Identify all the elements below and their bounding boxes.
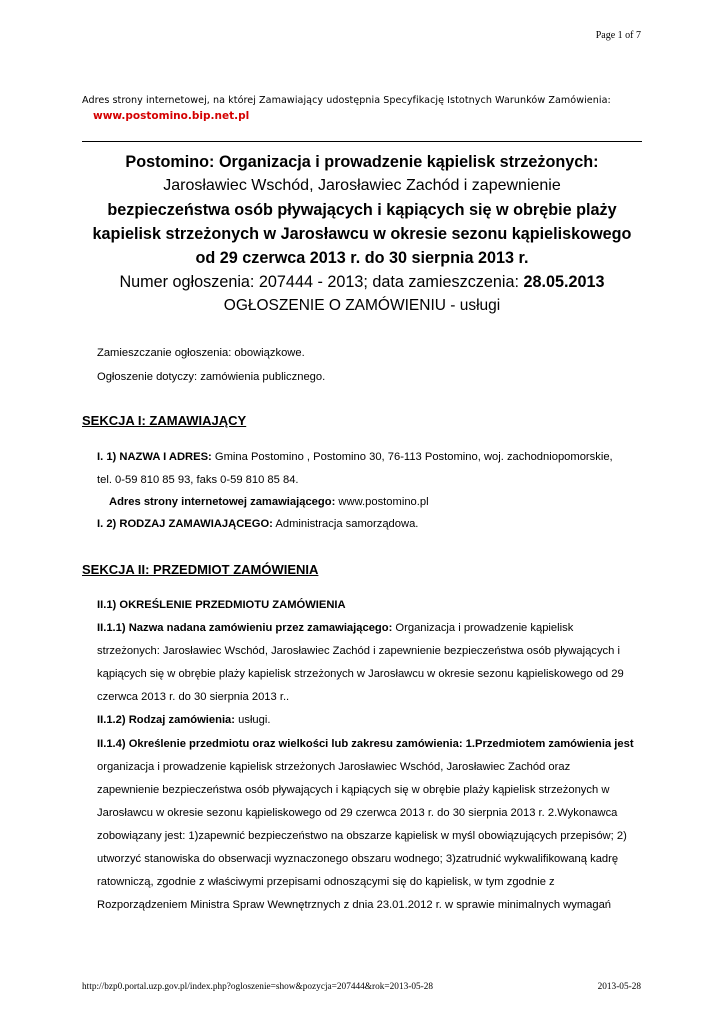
header-divider <box>82 141 642 142</box>
order-scope-label: II.1.4) Określenie przedmiotu oraz wielkości lub zakresu zamówienia: <box>97 738 463 750</box>
section-2-heading: SEKCJA II: PRZEDMIOT ZAMÓWIENIA <box>82 562 319 577</box>
intro-line-2: Ogłoszenie dotyczy: zamówienia publicznego. <box>97 371 326 383</box>
section-2-1-4-line: zobowiązany jest: 1)zapewnić bezpieczeństwo na obszarze kąpielisk w myśl obowiązujących przepisów; 2) <box>97 830 627 842</box>
website-value: www.postomino.pl <box>335 496 429 508</box>
section-2-1-1-line-1 <box>97 622 573 634</box>
footer-date: 2013-05-28 <box>597 982 641 992</box>
website-label: Adres strony internetowej zamawiającego: <box>109 496 336 508</box>
siwz-address-label: Adres strony internetowej, na której Zamawiający udostępnia Specyfikację Istotnych Warunków Zamówienia: <box>82 95 611 106</box>
section-2-1-2 <box>97 714 270 726</box>
section-2-1-4-line: ratowniczą, zgodnie z właściwymi przepisami odnoszącymi się do kąpielisk, w tym zgodnie z <box>97 876 555 888</box>
intro-line-1: Zamieszczanie ogłoszenia: obowiązkowe. <box>97 347 305 359</box>
title-line-6 <box>82 270 642 294</box>
title-line-1: Postomino: Organizacja i prowadzenie kąpielisk strzeżonych: <box>125 153 599 171</box>
order-name-value: Organizacja i prowadzenie kąpielisk <box>392 622 574 634</box>
section-2-1-1-line-2: strzeżonych: Jarosławiec Wschód, Jarosławiec Zachód i zapewnienie bezpieczeństwa osób pływających i <box>97 645 620 657</box>
footer-url: http://bzp0.portal.uzp.gov.pl/index.php?ogloszenie=show&pozycja=207444&rok=2013-05-28 <box>82 982 434 992</box>
section-2-1-1-line-3: kąpiących się w obrębie plaży kapielisk strzeżonych w Jarosławcu w okresie sezonu kąpieliskowego od 29 <box>97 668 624 680</box>
section-2-1-1-line-4: czerwca 2013 r. do 30 sierpnia 2013 r.. <box>97 691 290 703</box>
section-1-name-address <box>97 451 613 463</box>
section-2-1-4-line: Rozporządzeniem Ministra Spraw Wewnętrznych z dnia 23.01.2012 r. w sprawie minimalnych wymagań <box>97 899 612 911</box>
type-value: Administracja samorządowa. <box>272 518 419 530</box>
section-2-1-heading: II.1) OKREŚLENIE PRZEDMIOTU ZAMÓWIENIA <box>97 599 346 611</box>
order-type-label: II.1.2) Rodzaj zamówienia: <box>97 714 236 726</box>
name-address-label: I. 1) NAZWA I ADRES: <box>97 451 212 463</box>
siwz-address-link[interactable]: www.postomino.bip.net.pl <box>93 110 250 122</box>
section-1-website <box>109 496 429 508</box>
section-1-phone-fax: tel. 0-59 810 85 93, faks 0-59 810 85 84. <box>97 474 299 486</box>
title-line-3: bezpieczeństwa osób pływających i kąpiących się w obrębie plaży <box>107 201 617 219</box>
order-name-label: II.1.1) Nazwa nadana zamówieniu przez zamawiającego: <box>97 622 393 634</box>
section-2-1-4-line: Jarosławcu w okresie sezonu kąpieliskowego od 29 czerwca 2013 r. do 30 sierpnia 2013 r. 2.Wykonawca <box>97 807 618 819</box>
section-2-1-4-line: zapewnienie bezpieczeństwa osób pływających i kąpiących się w obrębie plaży kąpielisk strzeżonych w <box>97 784 610 796</box>
order-scope-value: 1.Przedmiotem zamówienia jest <box>462 738 634 750</box>
publication-date: 28.05.2013 <box>523 273 605 291</box>
name-address-value: Gmina Postomino , Postomino 30, 76-113 Postomino, woj. zachodniopomorskie, <box>211 451 613 463</box>
type-label: I. 2) RODZAJ ZAMAWIAJĄCEGO: <box>97 518 273 530</box>
notice-title <box>82 150 642 318</box>
title-line-4: kapielisk strzeżonych w Jarosławcu w okresie sezonu kąpieliskowego <box>92 225 632 243</box>
title-line-2: Jarosławiec Wschód, Jarosławiec Zachód i zapewnienie <box>163 177 561 194</box>
notice-number: Numer ogłoszenia: 207444 - 2013; data zamieszczenia: <box>119 273 524 291</box>
title-line-5: od 29 czerwca 2013 r. do 30 sierpnia 2013 r. <box>195 249 529 267</box>
order-type-value: usługi. <box>235 714 271 726</box>
section-2-1-4-line: utworzyć stanowiska do obserwacji wyznaczonego obszaru wodnego; 3)zatrudnić wykwalifikowaną kadrę <box>97 853 619 865</box>
section-1-type <box>97 518 418 530</box>
title-line-7: OGŁOSZENIE O ZAMÓWIENIU - usługi <box>223 297 501 314</box>
page-indicator: Page 1 of 7 <box>595 30 641 41</box>
section-2-1-4-line-1 <box>97 738 634 750</box>
section-1-heading: SEKCJA I: ZAMAWIAJĄCY <box>82 413 247 428</box>
section-2-1-4-line: organizacja i prowadzenie kąpielisk strzeżonych Jarosławiec Wschód, Jarosławiec Zachód oraz <box>97 761 571 773</box>
